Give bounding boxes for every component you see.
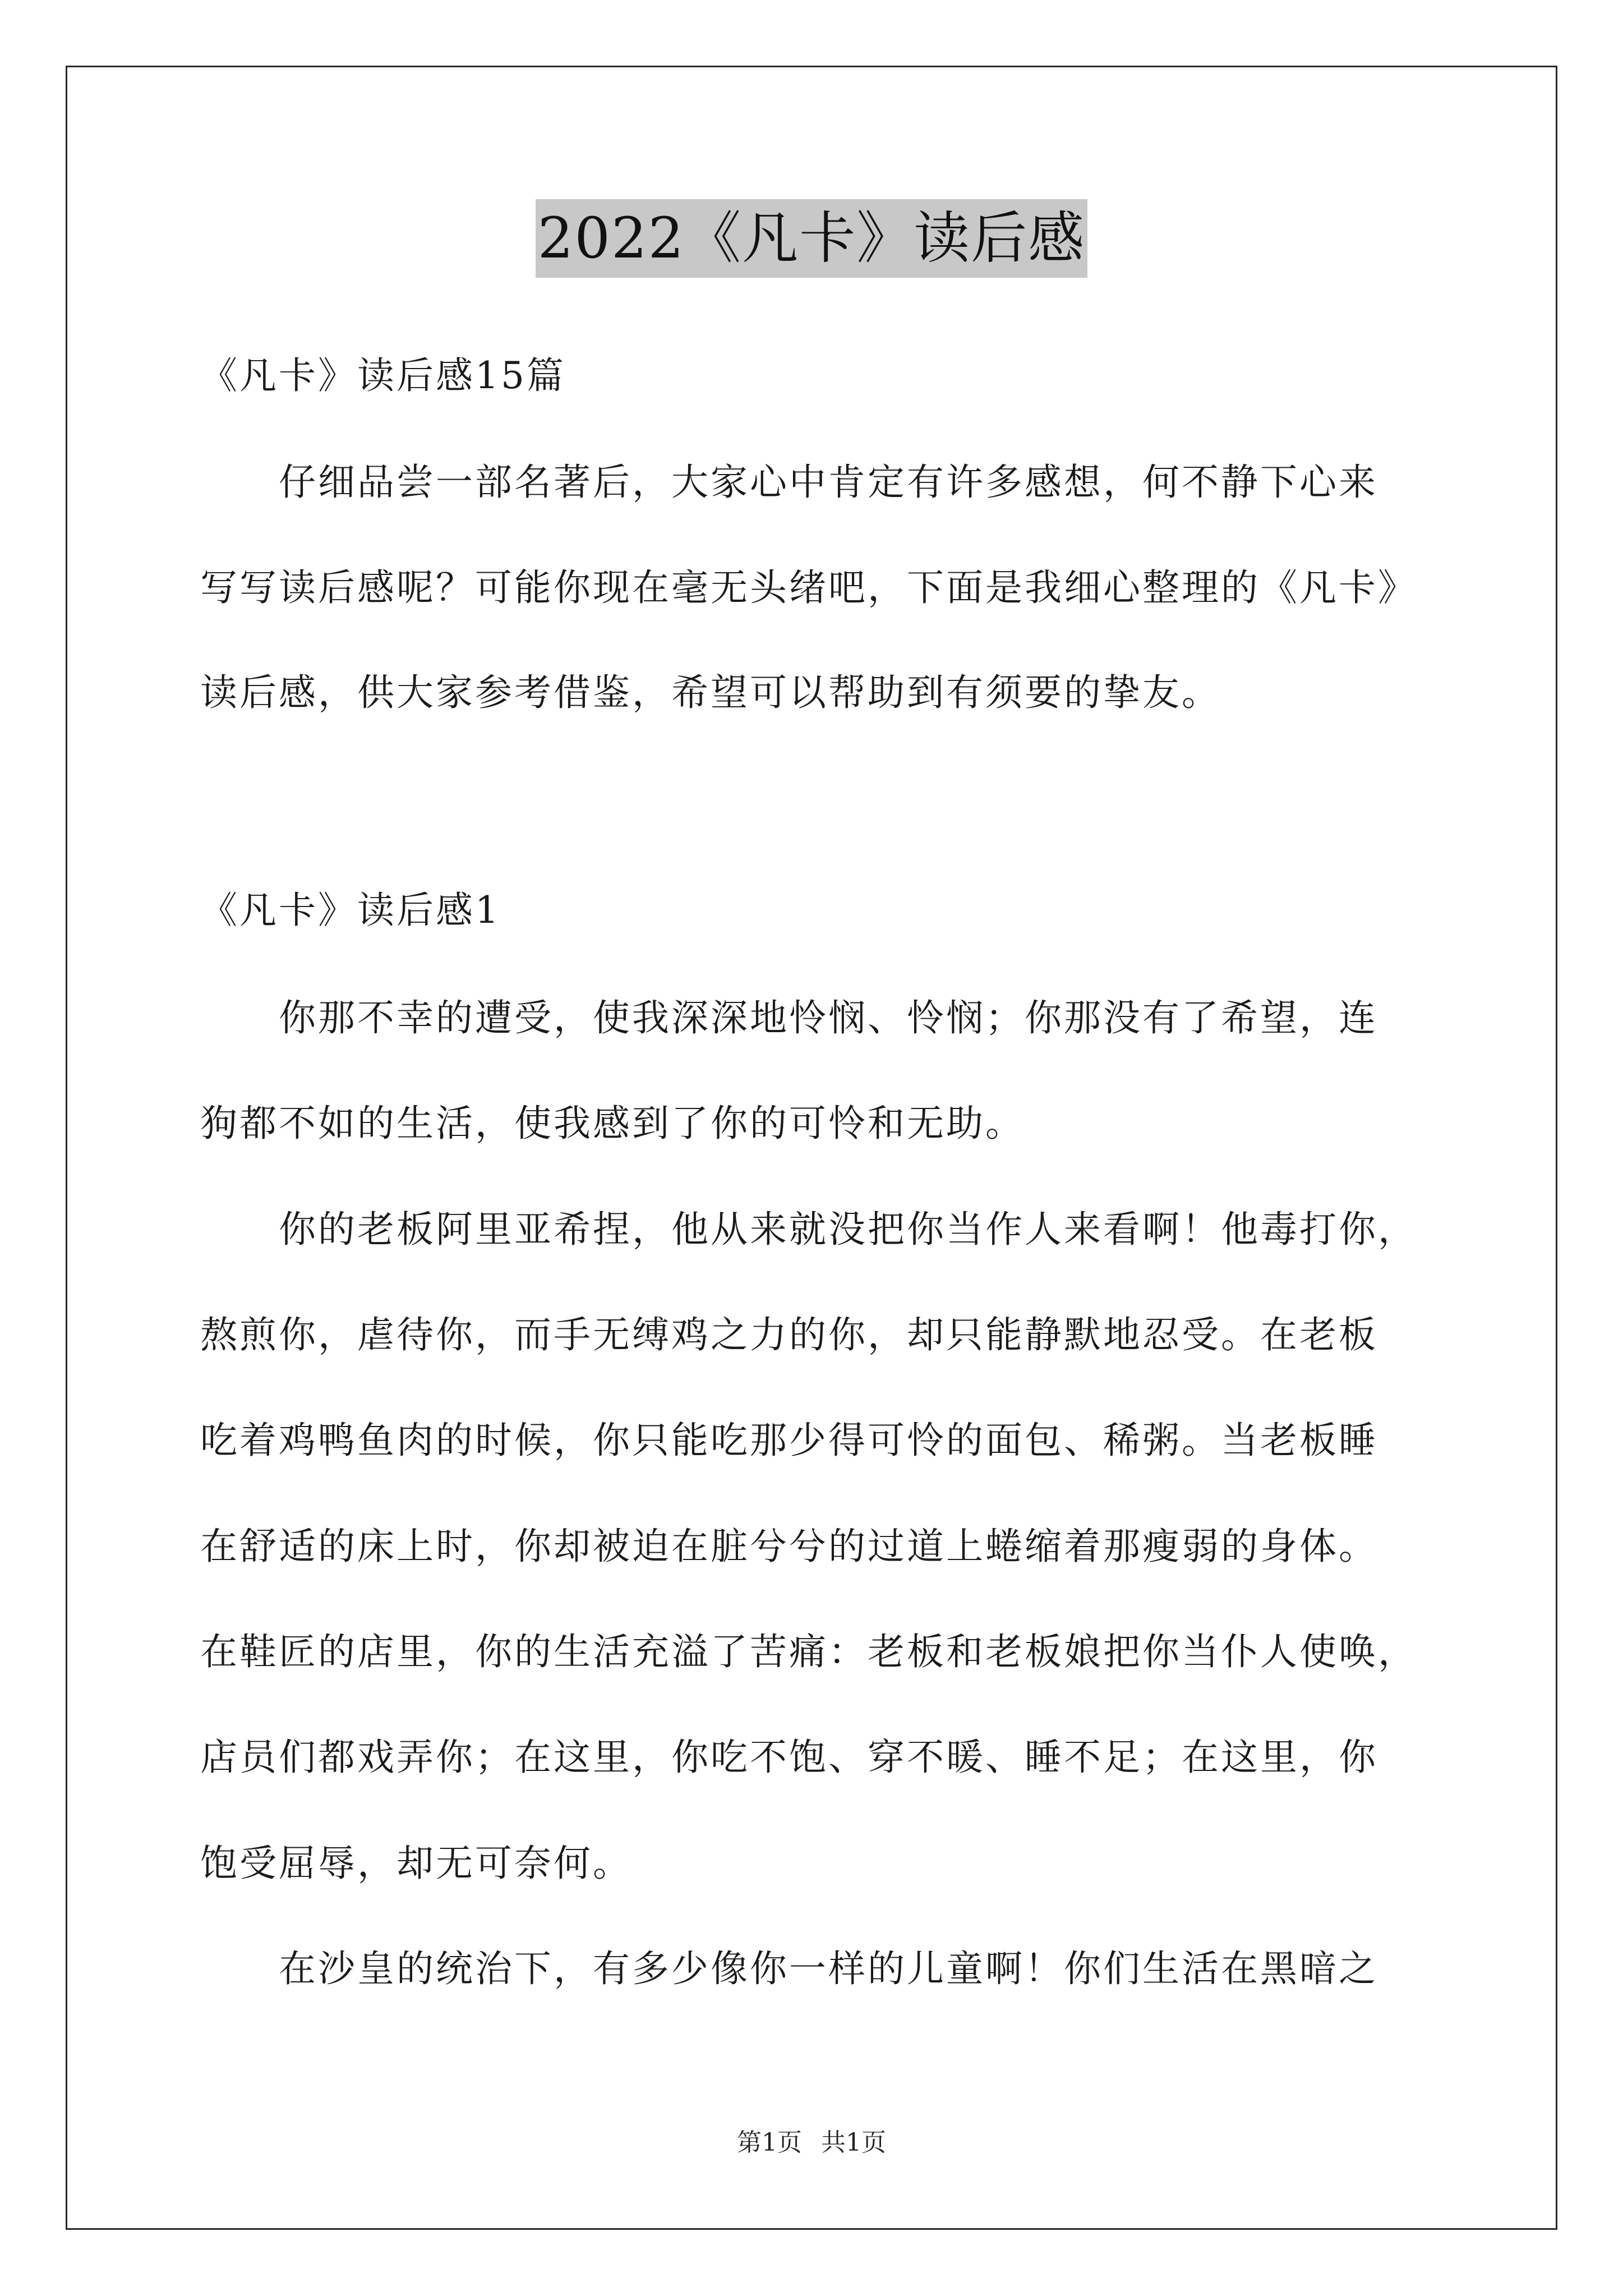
intro-line: 读后感，供大家参考借鉴，希望可以帮助到有须要的挚友。	[200, 671, 1221, 714]
body-line: 在沙皇的统治下，有多少像你一样的儿童啊！你们生活在黑暗之	[279, 1947, 1378, 1990]
intro-line: 仔细品尝一部名著后，大家心中肯定有许多感想，何不静下心来	[279, 461, 1378, 504]
body-line: 在鞋匠的店里，你的生活充溢了苦痛：老板和老板娘把你当仆人使唤，	[200, 1630, 1417, 1673]
body-line: 在舒适的床上时，你却被迫在脏兮兮的过道上蜷缩着那瘦弱的身体。	[200, 1525, 1378, 1568]
body-line: 店员们都戏弄你；在这里，你吃不饱、穿不暖、睡不足；在这里，你	[200, 1736, 1378, 1779]
page-total: 共1页	[821, 2128, 886, 2157]
subtitle: 《凡卡》读后感15篇	[200, 354, 566, 397]
page-footer	[0, 2126, 1623, 2160]
title-wrap	[0, 199, 1623, 278]
section-heading: 《凡卡》读后感1	[200, 889, 501, 932]
body-line: 饱受屈辱，却无可奈何。	[200, 1842, 632, 1885]
body-line: 熬煎你，虐待你，而手无缚鸡之力的你，却只能静默地忍受。在老板	[200, 1313, 1378, 1356]
body-line: 你的老板阿里亚希捏，他从来就没把你当作人来看啊！他毒打你，	[279, 1208, 1417, 1251]
document-title: 2022《凡卡》读后感	[536, 199, 1088, 278]
body-line: 你那不幸的遭受，使我深深地怜悯、怜悯；你那没有了希望，连	[279, 996, 1378, 1039]
body-line: 狗都不如的生活，使我感到了你的可怜和无助。	[200, 1102, 1025, 1145]
body-line: 吃着鸡鸭鱼肉的时候，你只能吃那少得可怜的面包、稀粥。当老板睡	[200, 1419, 1378, 1462]
intro-line: 写写读后感呢？可能你现在毫无头绪吧，下面是我细心整理的《凡卡》	[200, 566, 1417, 609]
page-number: 第1页	[737, 2128, 802, 2157]
